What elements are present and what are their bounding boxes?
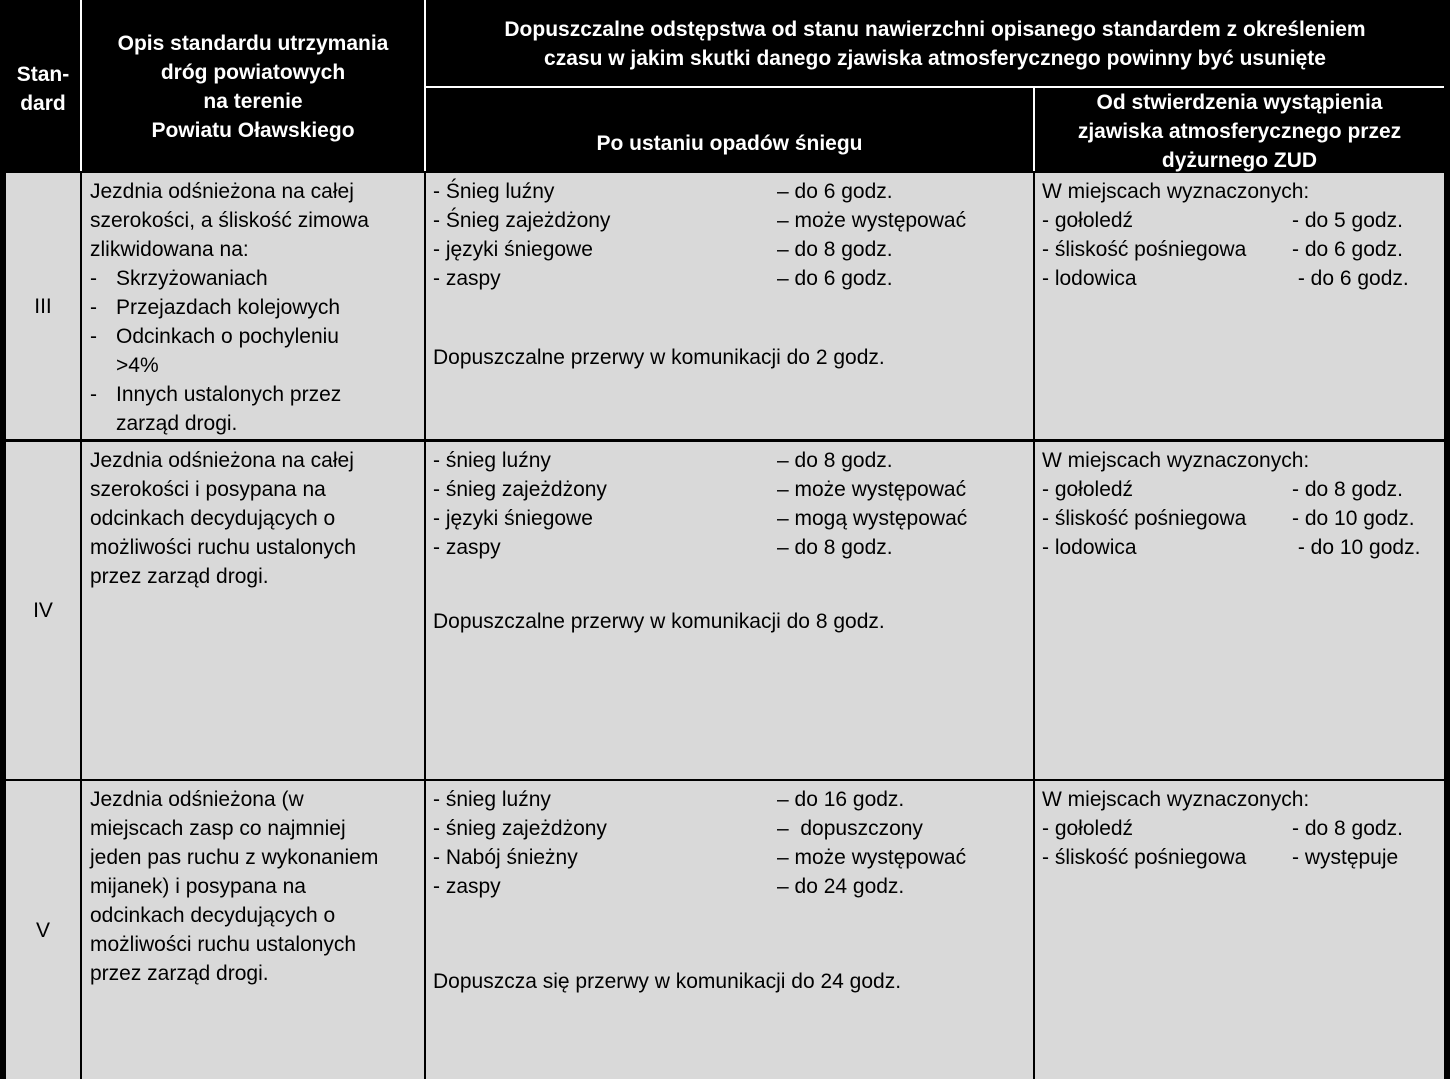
- after-snow-entry: [433, 533, 1033, 562]
- header-from-detection-line1: Od stwierdzenia wystąpienia: [1096, 91, 1383, 114]
- places-title: W miejscach wyznaczonych:: [1042, 449, 1310, 472]
- description-line: zlikwidowana na:: [90, 238, 249, 261]
- row-after-snow-cell: [426, 442, 1033, 779]
- header-divider: [80, 0, 82, 171]
- row-from-detection-cell: [1035, 173, 1444, 439]
- condition-label: - Nabój śnieżny: [433, 846, 578, 869]
- standard-code: IV: [33, 599, 53, 622]
- row-from-detection-cell: [1035, 442, 1444, 779]
- time-limit: – do 6 godz.: [777, 267, 893, 290]
- traffic-break-note: Dopuszczalne przerwy w komunikacji do 8 godz.: [433, 610, 885, 633]
- condition-label: - śnieg zajeżdżony: [433, 817, 607, 840]
- after-snow-entry: [433, 206, 1033, 235]
- time-limit: – do 24 godz.: [777, 875, 905, 898]
- row-standard-cell: [6, 442, 80, 779]
- detection-entry: [1042, 533, 1444, 562]
- after-snow-entry: [433, 872, 1033, 901]
- header-standard-line2: dard: [20, 91, 66, 115]
- after-snow-entry: [433, 843, 1033, 872]
- header-from-detection-line2: zjawiska atmosferycznego przez: [1077, 120, 1402, 143]
- header-description-line1: Opis standardu utrzymania: [117, 32, 389, 55]
- description-bullet-list: [90, 264, 424, 438]
- description-bullet: - Przejazdach kolejowych: [90, 293, 424, 322]
- condition-label: - śnieg zajeżdżony: [433, 478, 607, 501]
- description-line: Jezdnia odśnieżona na całej: [90, 449, 354, 472]
- condition-label: - śnieg luźny: [433, 449, 551, 472]
- time-limit: - do 8 godz.: [1292, 478, 1403, 501]
- time-limit: - do 5 godz.: [1292, 209, 1403, 232]
- after-snow-entry: [433, 785, 1033, 814]
- header-deviations: [426, 0, 1444, 86]
- description-bullet: - Odcinkach o pochyleniu >4%: [90, 322, 386, 380]
- places-title: W miejscach wyznaczonych:: [1042, 788, 1310, 811]
- condition-label: - Śnieg zajeżdżony: [433, 209, 611, 232]
- description-line: Jezdnia odśnieżona na całej: [90, 180, 354, 203]
- description-line: szerokości, a śliskość zimowa: [90, 209, 369, 232]
- header-from-detection: [1035, 88, 1444, 171]
- condition-label: - zaspy: [433, 536, 501, 559]
- header-deviations-line2: czasu w jakim skutki danego zjawiska atmosferycznego powinny być usunięte: [544, 47, 1326, 70]
- header-standard-line1: Stan-: [16, 62, 70, 86]
- row-standard-cell: [6, 781, 80, 1079]
- header-description-line4: Powiatu Oławskiego: [151, 119, 355, 142]
- description-line: szerokości i posypana na: [90, 478, 326, 501]
- description-line: możliwości ruchu ustalonych: [90, 536, 357, 559]
- row-description-cell: [82, 442, 424, 779]
- time-limit: - do 10 godz.: [1292, 536, 1421, 559]
- time-limit: – do 8 godz.: [777, 536, 893, 559]
- description-line: przez zarząd drogi.: [90, 565, 269, 588]
- time-limit: - do 6 godz.: [1292, 267, 1409, 290]
- description-line: mijanek) i posypana na: [90, 875, 306, 898]
- condition-label: - śliskość pośniegowa: [1042, 846, 1247, 869]
- places-title: W miejscach wyznaczonych:: [1042, 180, 1310, 203]
- condition-label: - języki śniegowe: [433, 507, 593, 530]
- description-bullet: - Innych ustalonych przez zarząd drogi.: [90, 380, 386, 438]
- detection-entry: [1042, 206, 1444, 235]
- condition-label: - Śnieg luźny: [433, 180, 555, 203]
- detection-entry: [1042, 264, 1444, 293]
- time-limit: - do 10 godz.: [1292, 507, 1415, 530]
- header-divider: [424, 86, 1444, 88]
- time-limit: – do 6 godz.: [777, 180, 893, 203]
- detection-entry: [1042, 843, 1444, 872]
- row-description-cell: [82, 173, 424, 439]
- row-description-cell: [82, 781, 424, 1079]
- condition-label: - lodowica: [1042, 267, 1137, 290]
- header-description-line2: dróg powiatowych: [160, 61, 346, 84]
- traffic-break-note: Dopuszcza się przerwy w komunikacji do 24 godz.: [433, 970, 902, 993]
- header-description: [82, 0, 424, 171]
- condition-label: - zaspy: [433, 875, 501, 898]
- row-standard-cell: [6, 173, 80, 439]
- time-limit: – dopuszczony: [777, 817, 923, 840]
- detection-entry: [1042, 235, 1444, 264]
- description-line: miejscach zasp co najmniej: [90, 817, 346, 840]
- condition-label: - śnieg luźny: [433, 788, 551, 811]
- after-snow-entry: [433, 264, 1033, 293]
- description-line: Jezdnia odśnieżona (w: [90, 788, 304, 811]
- header-after-snow: [426, 88, 1033, 171]
- condition-label: - gołoledź: [1042, 209, 1134, 232]
- after-snow-entry: [433, 177, 1033, 206]
- time-limit: – może występować: [777, 846, 967, 869]
- condition-label: - zaspy: [433, 267, 501, 290]
- header-divider: [1033, 88, 1035, 171]
- time-limit: – może występować: [777, 478, 967, 501]
- standard-code: III: [34, 294, 52, 318]
- condition-label: - gołoledź: [1042, 478, 1134, 501]
- description-line: przez zarząd drogi.: [90, 962, 269, 985]
- time-limit: – może występować: [777, 209, 967, 232]
- after-snow-entry: [433, 814, 1033, 843]
- header-after-snow-label: Po ustaniu opadów śniegu: [596, 132, 863, 155]
- detection-entry: [1042, 475, 1444, 504]
- header-from-detection-line3: dyżurnego ZUD: [1161, 149, 1318, 172]
- after-snow-entry: [433, 475, 1033, 504]
- description-line: jeden pas ruchu z wykonaniem: [90, 846, 379, 869]
- row-from-detection-cell: [1035, 781, 1444, 1079]
- time-limit: – do 8 godz.: [777, 238, 893, 261]
- time-limit: – mogą występować: [777, 507, 968, 530]
- header-deviations-line1: Dopuszczalne odstępstwa od stanu nawierzchni opisanego standardem z określeniem: [504, 18, 1366, 41]
- after-snow-entry: [433, 504, 1033, 533]
- traffic-break-note: Dopuszczalne przerwy w komunikacji do 2 godz.: [433, 346, 885, 369]
- header-standard: [6, 0, 80, 171]
- time-limit: - do 6 godz.: [1292, 238, 1403, 261]
- time-limit: - występuje: [1292, 846, 1399, 869]
- description-bullet: - Skrzyżowaniach: [90, 264, 424, 293]
- row-after-snow-cell: [426, 781, 1033, 1079]
- condition-label: - gołoledź: [1042, 817, 1134, 840]
- condition-label: - języki śniegowe: [433, 238, 593, 261]
- standard-code: V: [35, 918, 50, 942]
- time-limit: - do 8 godz.: [1292, 817, 1403, 840]
- header-description-line3: na terenie: [203, 90, 303, 113]
- description-line: możliwości ruchu ustalonych: [90, 933, 357, 956]
- description-line: odcinkach decydujących o: [90, 507, 336, 530]
- after-snow-entry: [433, 446, 1033, 475]
- after-snow-entry: [433, 235, 1033, 264]
- detection-entry: [1042, 814, 1444, 843]
- detection-entry: [1042, 504, 1444, 533]
- description-line: odcinkach decydujących o: [90, 904, 336, 927]
- condition-label: - śliskość pośniegowa: [1042, 507, 1247, 530]
- time-limit: – do 16 godz.: [777, 788, 905, 811]
- condition-label: - śliskość pośniegowa: [1042, 238, 1247, 261]
- row-after-snow-cell: [426, 173, 1033, 439]
- time-limit: – do 8 godz.: [777, 449, 893, 472]
- condition-label: - lodowica: [1042, 536, 1137, 559]
